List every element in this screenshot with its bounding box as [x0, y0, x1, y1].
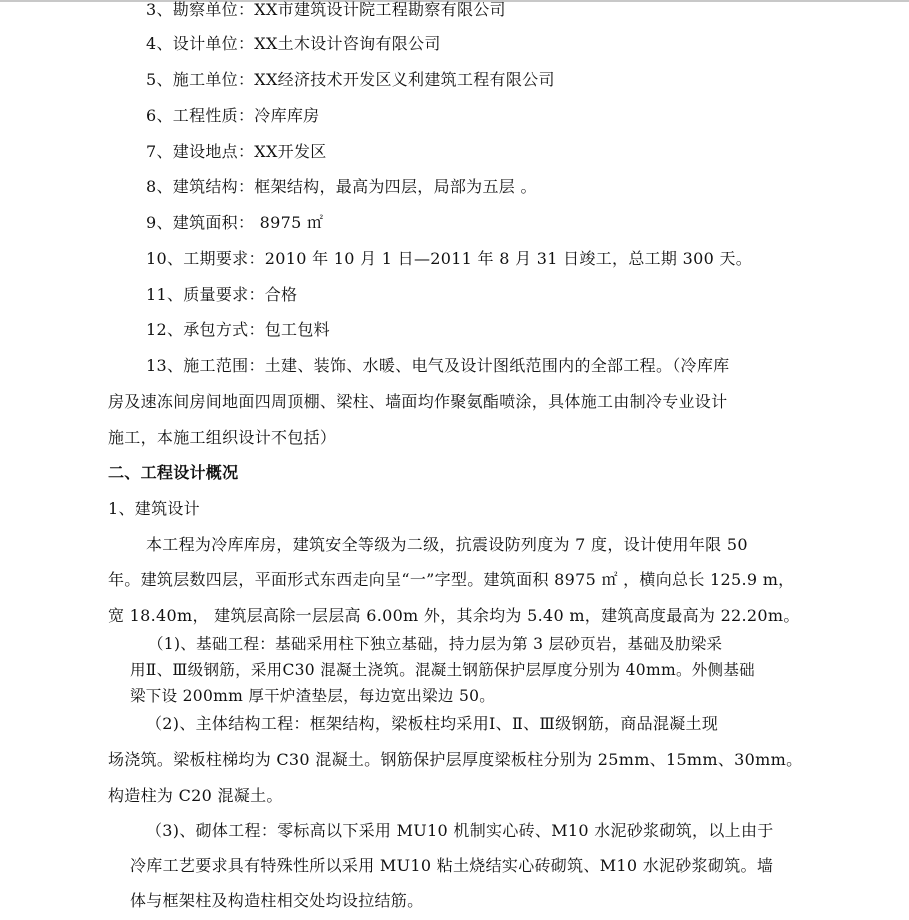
- paragraph-line: 宽 18.40m， 建筑层高除一层层高 6.00m 外，其余均为 5.40 m，建筑高度最高为 22.20m。: [108, 606, 800, 625]
- masonry-paragraph-line: 冷库工艺要求具有特殊性所以采用 MU10 粘土烧结实心砖砌筑、M10 水泥砂浆砌筑。墙: [130, 856, 774, 875]
- foundation-paragraph-line: 用Ⅱ、Ⅲ级钢筋，采用C30 混凝土浇筑。混凝土钢筋保护层厚度分别为 40mm。外侧基础: [130, 661, 755, 679]
- paragraph-line: 施工，本施工组织设计不包括）: [108, 428, 337, 447]
- masonry-paragraph-line: 体与框架柱及构造柱相交处均设拉结筋。: [130, 891, 424, 910]
- paragraph-line: 年。建筑层数四层，平面形式东西走向呈“一”字型。建筑面积 8975 ㎡ ，横向总长 125.9 m，: [108, 570, 795, 589]
- foundation-paragraph-line: 梁下设 200mm 厚干炉渣垫层，每边宽出梁边 50。: [130, 687, 496, 705]
- foundation-paragraph-line: （1)、基础工程：基础采用柱下独立基础，持力层为第 3 层砂页岩，基础及肋梁采: [148, 635, 723, 653]
- project-info-item-3: 3、勘察单位：XX市建筑设计院工程勘察有限公司: [146, 0, 506, 19]
- project-info-item-11: 11、质量要求：合格: [146, 285, 298, 304]
- project-info-item-5: 5、施工单位：XX经济技术开发区义利建筑工程有限公司: [146, 70, 555, 89]
- project-info-item-13: 13、施工范围：土建、装饰、水暖、电气及设计图纸范围内的全部工程。（冷库库: [146, 356, 730, 375]
- project-info-item-8: 8、建筑结构：框架结构，最高为四层，局部为五层 。: [146, 177, 537, 196]
- section-heading: 二、工程设计概况: [108, 463, 239, 482]
- masonry-paragraph-line: （3)、砌体工程：零标高以下采用 MU10 机制实心砖、M10 水泥砂浆砌筑，以上由于: [146, 821, 774, 840]
- project-info-item-7: 7、建设地点：XX开发区: [146, 142, 327, 161]
- project-info-item-12: 12、承包方式：包工包料: [146, 320, 330, 339]
- paragraph-line: 本工程为冷库库房，建筑安全等级为二级，抗震设防列度为 7 度，设计使用年限 50: [146, 535, 748, 554]
- project-info-item-4: 4、设计单位：XX土木设计咨询有限公司: [146, 34, 441, 53]
- project-info-item-6: 6、工程性质：冷库库房: [146, 106, 320, 125]
- project-info-item-10: 10、工期要求：2010 年 10 月 1 日—2011 年 8 月 31 日竣工，总工期 300 天。: [146, 249, 753, 268]
- structure-paragraph-line: 场浇筑。梁板柱梯均为 C30 混凝土。钢筋保护层厚度梁板柱分别为 25mm、15mm、30mm。: [108, 750, 803, 769]
- project-info-item-9: 9、建筑面积： 8975 ㎡: [146, 213, 324, 232]
- structure-paragraph-line: （2)、主体结构工程：框架结构，梁板柱均采用Ⅰ、Ⅱ、Ⅲ级钢筋，商品混凝土现: [146, 714, 719, 733]
- paragraph-line: 房及速冻间房间地面四周顶棚、梁柱、墙面均作聚氨酯喷涂，具体施工由制冷专业设计: [108, 392, 728, 411]
- subsection-heading: 1、建筑设计: [108, 499, 200, 518]
- structure-paragraph-line: 构造柱为 C20 混凝土。: [108, 786, 283, 805]
